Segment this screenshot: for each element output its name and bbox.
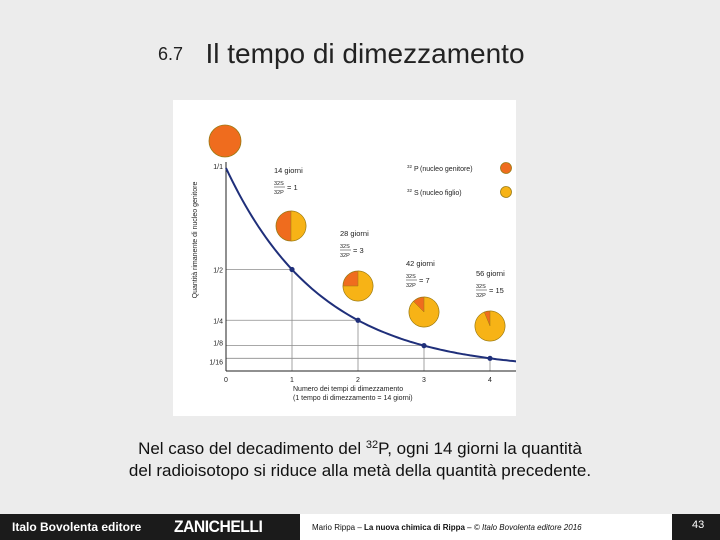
ratio-value: = 3 (353, 246, 364, 255)
y-tick-label: 1/16 (209, 359, 223, 367)
legend-swatch (501, 163, 512, 174)
ratio-numerator: 32S (274, 181, 284, 187)
time-label: 42 giorni (406, 259, 435, 268)
x-axis-title: Numero dei tempi di dimezzamento (293, 386, 404, 393)
data-point (289, 267, 294, 272)
ratio-denominator: 32P (274, 190, 284, 196)
nucleus-pie (343, 271, 373, 301)
initial-nucleus-pie (209, 125, 241, 157)
time-label: 56 giorni (476, 269, 505, 278)
legend-element: P (414, 166, 419, 173)
time-label: 14 giorni (274, 166, 303, 175)
x-tick-label: 0 (224, 377, 228, 384)
legend-isotope: 32 (407, 164, 413, 169)
daughter-portion (291, 211, 306, 241)
x-axis-subtitle: (1 tempo di dimezzamento = 14 giorni) (293, 395, 413, 402)
daughter-portion (409, 297, 439, 327)
caption (40, 434, 680, 482)
legend-isotope: 32 (407, 188, 413, 193)
legend-label: (nucleo figlio) (420, 190, 462, 197)
caption-text-a: Nel caso del decadimento del (138, 439, 366, 458)
y-tick-label: 1/2 (213, 267, 223, 275)
daughter-portion (475, 311, 505, 341)
decay-curve (226, 168, 516, 361)
y-tick-label: 1/1 (213, 164, 223, 171)
ratio-value: = 7 (419, 276, 430, 285)
x-tick-label: 2 (356, 377, 360, 384)
brand-zanichelli-logo: ZANICHELLI (174, 517, 263, 536)
legend-element: S (414, 190, 419, 197)
caption-text-b: P, ogni 14 giorni la quantità (378, 439, 582, 458)
ratio-value: = 1 (287, 183, 298, 192)
caption-isotope-mass: 32 (365, 439, 379, 451)
x-tick-label: 3 (422, 377, 426, 384)
brand-bovolenta-logo: Italo Bovolenta editore (12, 520, 142, 534)
nucleus-pie (475, 311, 505, 341)
time-label: 28 giorni (340, 229, 369, 238)
footer-credit (300, 514, 672, 540)
ratio-numerator: 32S (476, 284, 486, 290)
x-tick-label: 4 (488, 377, 492, 384)
y-axis-title: Quantità rimanente di nucleo genitore (192, 181, 199, 299)
half-life-chart (173, 100, 516, 416)
ratio-value: = 15 (489, 286, 504, 295)
section-number: 6.7 (158, 43, 184, 64)
credit-publisher: – © Italo Bovolenta editore 2016 (464, 523, 582, 532)
ratio-denominator: 32P (406, 283, 416, 289)
nucleus-pie (276, 211, 306, 241)
caption-line-1 (40, 434, 680, 460)
ratio-numerator: 32S (340, 244, 350, 250)
ratio-numerator: 32S (406, 274, 416, 280)
credit-book: La nuova chimica di Rippa (364, 523, 465, 532)
legend-swatch (501, 187, 512, 198)
y-tick-label: 1/8 (213, 340, 223, 348)
data-point (421, 343, 426, 348)
nucleus-pie (409, 297, 439, 327)
title-text: Il tempo di dimezzamento (205, 38, 525, 69)
page-number: 43 (692, 519, 705, 531)
ratio-denominator: 32P (340, 253, 350, 259)
data-point (355, 318, 360, 323)
legend-label: (nucleo genitore) (420, 166, 473, 173)
y-tick-label: 1/4 (213, 318, 223, 326)
credit-author: Mario Rippa – (312, 523, 365, 532)
caption-line-2: del radioisotopo si riduce alla metà della quantità precedente. (128, 461, 592, 480)
ratio-denominator: 32P (476, 293, 486, 299)
half-life-figure (173, 100, 516, 416)
slide-title (158, 38, 525, 78)
data-point (487, 356, 492, 361)
footer-bar (0, 514, 720, 540)
x-tick-label: 1 (290, 377, 294, 384)
parent-portion (209, 125, 241, 157)
